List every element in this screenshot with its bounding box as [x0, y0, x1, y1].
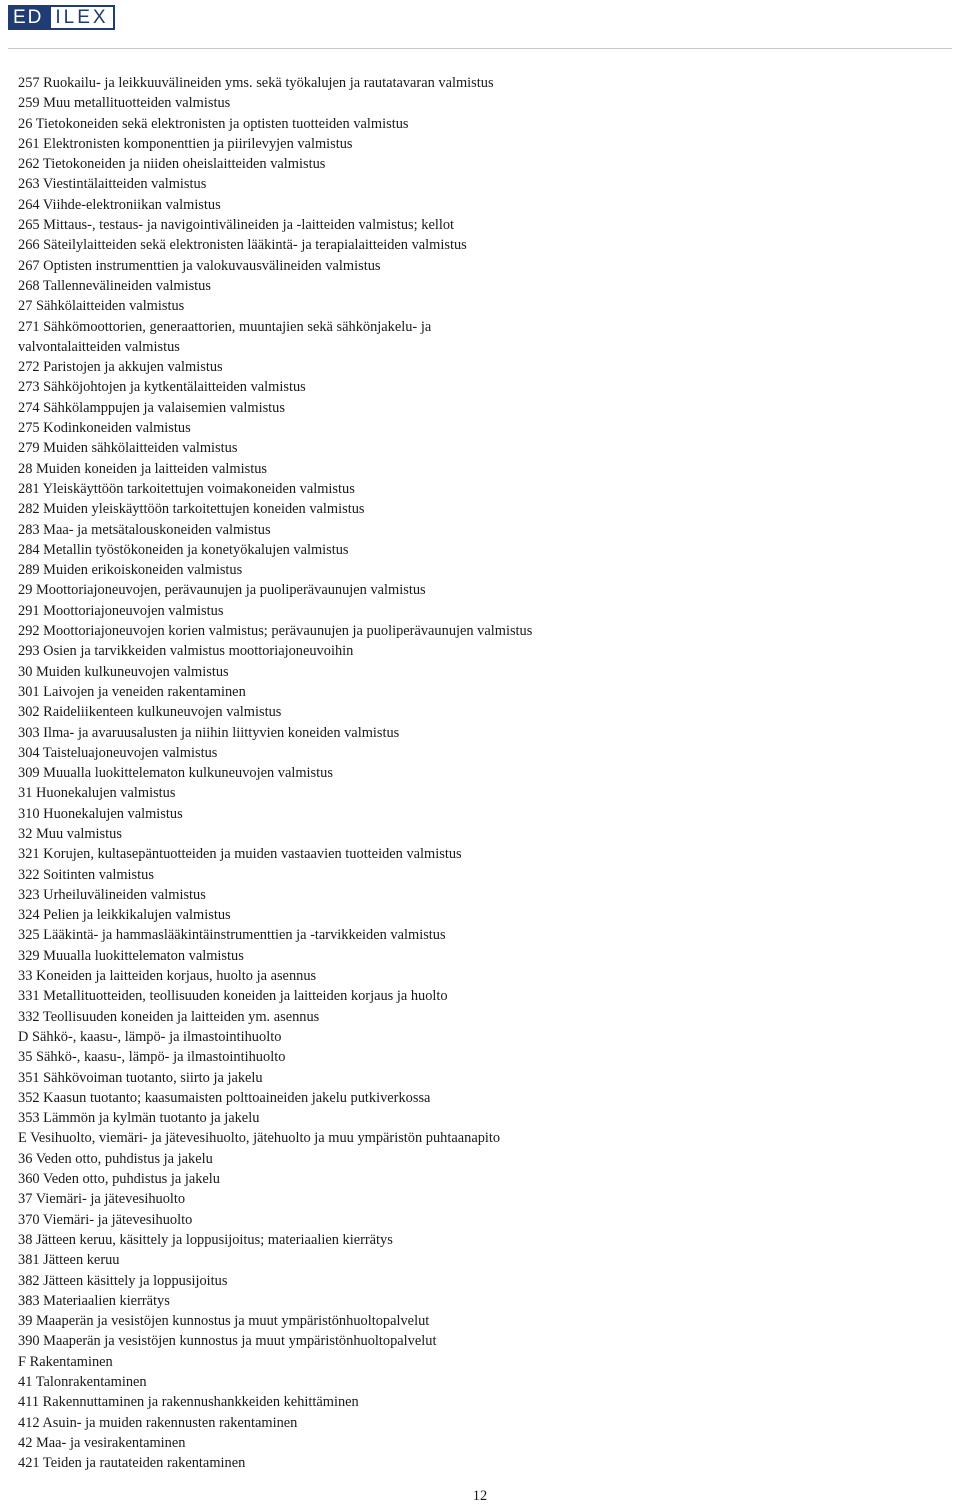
- list-item: 275 Kodinkoneiden valmistus: [18, 420, 191, 437]
- list-item: 274 Sähkölamppujen ja valaisemien valmistus: [18, 399, 285, 416]
- list-item: 322 Soitinten valmistus: [18, 866, 154, 883]
- logo-box-text: ED: [8, 5, 49, 30]
- list-item: 332 Teollisuuden koneiden ja laitteiden ym. asennus: [18, 1008, 320, 1025]
- list-item: 325 Lääkintä- ja hammaslääkintäinstrumenttien ja -tarvikkeiden valmistus: [18, 927, 446, 944]
- list-item: 331 Metallituotteiden, teollisuuden koneiden ja laitteiden korjaus ja huolto: [18, 988, 448, 1005]
- list-item: E Vesihuolto, viemäri- ja jätevesihuolto, jätehuolto ja muu ympäristön puhtaanapito: [18, 1130, 501, 1147]
- list-item: 304 Taisteluajoneuvojen valmistus: [18, 744, 218, 761]
- list-item: 329 Muualla luokittelematon valmistus: [18, 947, 244, 964]
- list-item: 284 Metallin työstökoneiden ja konetyökalujen valmistus: [18, 541, 349, 558]
- list-item: 272 Paristojen ja akkujen valmistus: [18, 359, 223, 376]
- list-item: 38 Jätteen keruu, käsittely ja loppusijoitus; materiaalien kierrätys: [18, 1231, 393, 1248]
- list-item: 289 Muiden erikoiskoneiden valmistus: [18, 562, 243, 579]
- list-item: 30 Muiden kulkuneuvojen valmistus: [18, 663, 229, 680]
- list-item: 382 Jätteen käsittely ja loppusijoitus: [18, 1272, 228, 1289]
- list-item: 360 Veden otto, puhdistus ja jakelu: [18, 1171, 220, 1188]
- list-item: 273 Sähköjohtojen ja kytkentälaitteiden valmistus: [18, 379, 306, 396]
- list-item: 411 Rakennuttaminen ja rakennushankkeiden kehittäminen: [18, 1394, 359, 1411]
- list-item: 323 Urheiluvälineiden valmistus: [18, 886, 206, 903]
- list-item: 35 Sähkö-, kaasu-, lämpö- ja ilmastointihuolto: [18, 1049, 286, 1066]
- list-item: 351 Sähkövoiman tuotanto, siirto ja jakelu: [18, 1069, 263, 1086]
- list-item: 31 Huonekalujen valmistus: [18, 785, 176, 802]
- list-item: 282 Muiden yleiskäyttöön tarkoitettujen koneiden valmistus: [18, 501, 365, 518]
- list-item: 263 Viestintälaitteiden valmistus: [18, 176, 207, 193]
- page-number: 12: [472, 1488, 488, 1504]
- list-item: 283 Maa- ja metsätalouskoneiden valmistus: [18, 521, 271, 538]
- list-item: 26 Tietokoneiden sekä elektronisten ja optisten tuotteiden valmistus: [18, 115, 409, 132]
- list-item: 281 Yleiskäyttöön tarkoitettujen voimakoneiden valmistus: [18, 480, 355, 497]
- list-item: 421 Teiden ja rautateiden rakentaminen: [18, 1455, 246, 1472]
- list-item: 257 Ruokailu- ja leikkuuvälineiden yms. sekä työkalujen ja rautatavaran valmistus: [18, 75, 494, 91]
- list-item: 264 Viihde-elektroniikan valmistus: [18, 196, 221, 213]
- list-item: valvontalaitteiden valmistus: [18, 338, 180, 355]
- list-item: 301 Laivojen ja veneiden rakentaminen: [18, 683, 246, 700]
- list-item: 292 Moottoriajoneuvojen korien valmistus; perävaunujen ja puoliperävaunujen valmistus: [18, 623, 533, 640]
- list-item: 383 Materiaalien kierrätys: [18, 1292, 170, 1309]
- list-item: 33 Koneiden ja laitteiden korjaus, huolto ja asennus: [18, 968, 317, 985]
- edilex-logo[interactable]: [8, 5, 115, 30]
- header-divider: [8, 48, 952, 49]
- list-item: 262 Tietokoneiden ja niiden oheislaitteiden valmistus: [18, 156, 326, 173]
- list-item: 37 Viemäri- ja jätevesihuolto: [18, 1191, 186, 1208]
- list-item: 266 Säteilylaitteiden sekä elektronisten lääkintä- ja terapialaitteiden valmistus: [18, 237, 467, 254]
- list-item: 36 Veden otto, puhdistus ja jakelu: [18, 1150, 213, 1167]
- list-item: 29 Moottoriajoneuvojen, perävaunujen ja puoliperävaunujen valmistus: [18, 582, 426, 599]
- list-item: 412 Asuin- ja muiden rakennusten rakentaminen: [18, 1414, 298, 1431]
- list-item: 309 Muualla luokittelematon kulkuneuvojen valmistus: [18, 765, 333, 782]
- list-item: 32 Muu valmistus: [18, 825, 122, 842]
- list-item: 324 Pelien ja leikkikalujen valmistus: [18, 907, 231, 924]
- list-item: 261 Elektronisten komponenttien ja piirilevyjen valmistus: [18, 135, 353, 152]
- list-item: 28 Muiden koneiden ja laitteiden valmistus: [18, 460, 267, 477]
- list-item: 370 Viemäri- ja jätevesihuolto: [18, 1211, 193, 1228]
- list-item: 353 Lämmön ja kylmän tuotanto ja jakelu: [18, 1110, 260, 1127]
- list-item: 293 Osien ja tarvikkeiden valmistus moottoriajoneuvoihin: [18, 643, 354, 660]
- list-item: 39 Maaperän ja vesistöjen kunnostus ja muut ympäristönhuoltopalvelut: [18, 1313, 430, 1330]
- list-item: 279 Muiden sähkölaitteiden valmistus: [18, 440, 238, 457]
- list-item: F Rakentaminen: [18, 1353, 113, 1370]
- list-item: 259 Muu metallituotteiden valmistus: [18, 95, 231, 112]
- list-item: 271 Sähkömoottorien, generaattorien, muuntajien sekä sähkönjakelu- ja: [18, 318, 432, 335]
- list-item: 265 Mittaus-, testaus- ja navigointivälineiden ja -laitteiden valmistus; kellot: [18, 217, 455, 234]
- list-item: 27 Sähkölaitteiden valmistus: [18, 298, 185, 315]
- list-item: 267 Optisten instrumenttien ja valokuvausvälineiden valmistus: [18, 257, 381, 274]
- list-item: 352 Kaasun tuotanto; kaasumaisten polttoaineiden jakelu putkiverkossa: [18, 1089, 431, 1106]
- logo-rest-text: ILEX: [49, 5, 114, 30]
- list-item: 268 Tallennevälineiden valmistus: [18, 277, 211, 294]
- list-item: 390 Maaperän ja vesistöjen kunnostus ja muut ympäristönhuoltopalvelut: [18, 1333, 437, 1350]
- list-item: 303 Ilma- ja avaruusalusten ja niihin liittyvien koneiden valmistus: [18, 724, 400, 741]
- list-item: 302 Raideliikenteen kulkuneuvojen valmistus: [18, 704, 282, 721]
- list-item: 381 Jätteen keruu: [18, 1252, 120, 1269]
- industry-classification-list: [18, 73, 938, 1473]
- list-item: 310 Huonekalujen valmistus: [18, 805, 183, 822]
- list-item: D Sähkö-, kaasu-, lämpö- ja ilmastointihuolto: [18, 1028, 282, 1045]
- list-item: 41 Talonrakentaminen: [18, 1374, 147, 1390]
- list-item: 42 Maa- ja vesirakentaminen: [18, 1434, 186, 1451]
- list-item: 321 Korujen, kultasepäntuotteiden ja muiden vastaavien tuotteiden valmistus: [18, 846, 462, 863]
- list-item: 291 Moottoriajoneuvojen valmistus: [18, 602, 224, 619]
